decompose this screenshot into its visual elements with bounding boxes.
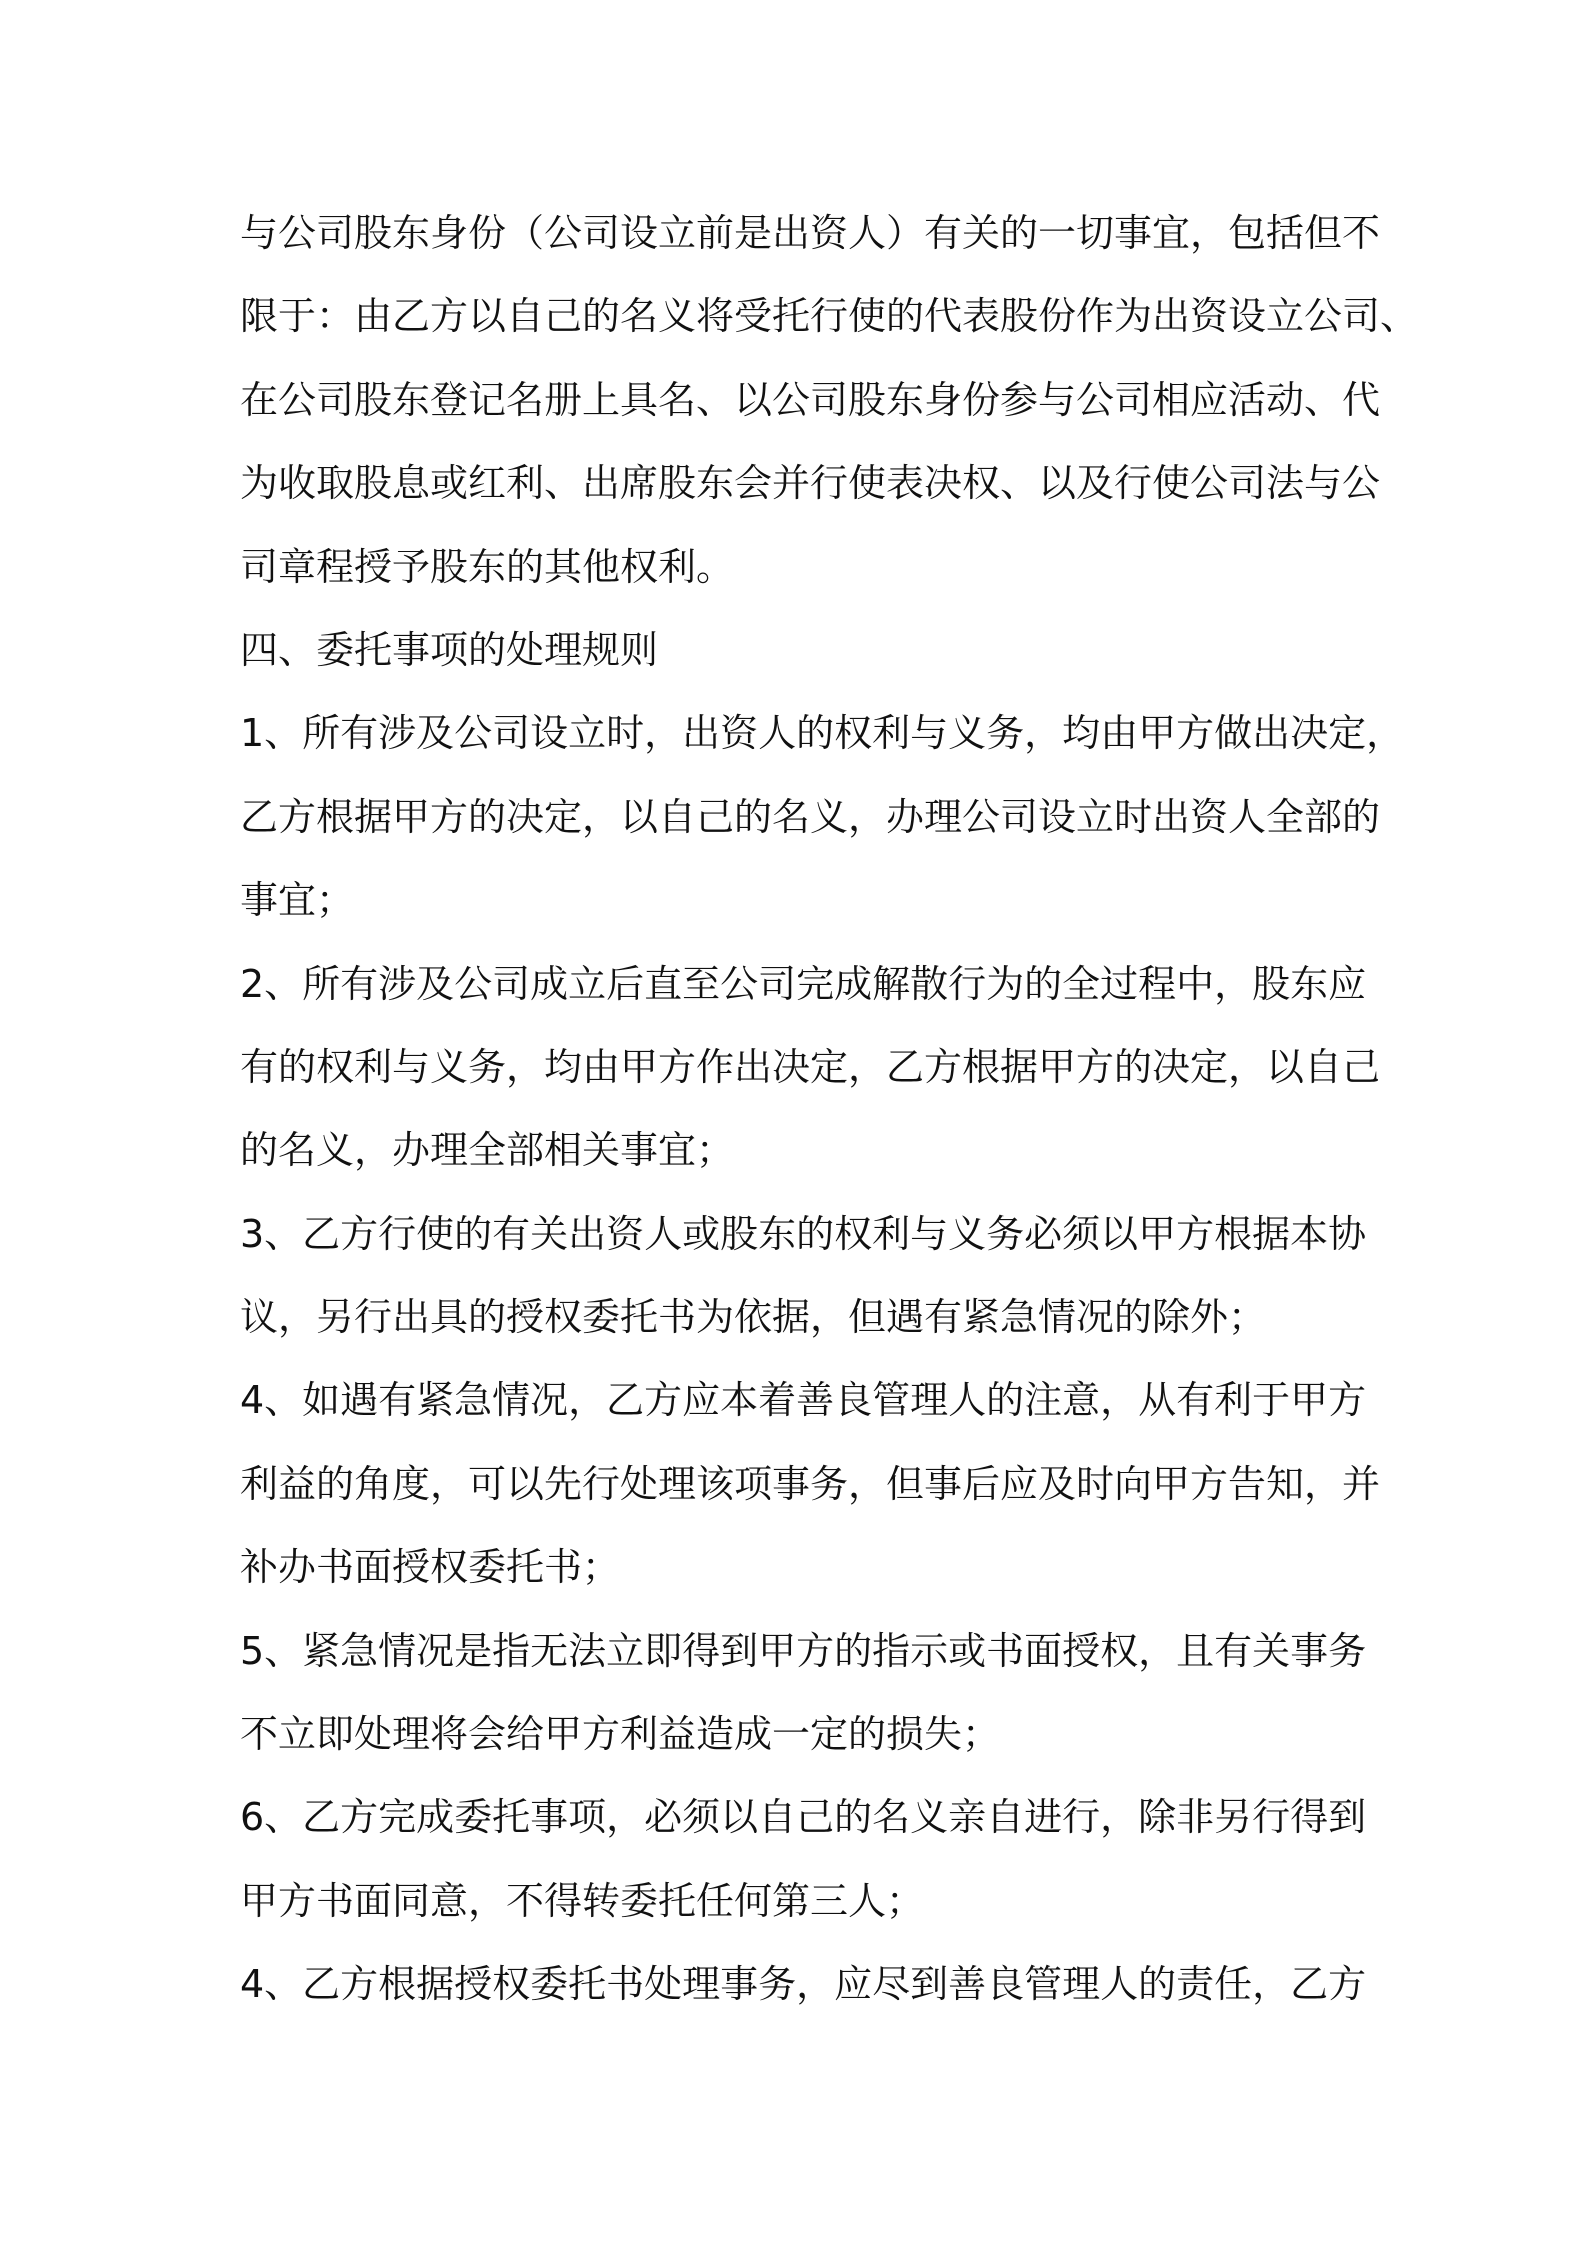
text-line: 甲方书面同意，不得转委托任何第三人； [240, 1878, 925, 1923]
text-line: 乙方根据甲方的决定，以自己的名义，办理公司设立时出资人全部的 [240, 794, 1381, 839]
text-line: 的名义，办理全部相关事宜； [240, 1128, 735, 1173]
text-line: 事宜； [240, 878, 355, 923]
text-line: 6、乙方完成委托事项，必须以自己的名义亲自进行，除非另行得到 [240, 1795, 1367, 1840]
text-line: 司章程授予股东的其他权利。 [240, 544, 735, 589]
text-line: 限于：由乙方以自己的名义将受托行使的代表股份作为出资设立公司、 [240, 294, 1419, 339]
text-line: 2、所有涉及公司成立后直至公司完成解散行为的全过程中，股东应 [240, 961, 1367, 1006]
section-heading: 四、委托事项的处理规则 [240, 627, 659, 672]
document-body [240, 192, 1419, 2027]
text-line: 利益的角度，可以先行处理该项事务，但事后应及时向甲方告知，并 [240, 1461, 1381, 1506]
text-line: 议，另行出具的授权委托书为依据，但遇有紧急情况的除外； [240, 1295, 1267, 1340]
text-line: 有的权利与义务，均由甲方作出决定，乙方根据甲方的决定，以自己 [240, 1044, 1381, 1089]
text-line: 4、乙方根据授权委托书处理事务，应尽到善良管理人的责任，乙方 [240, 1962, 1367, 2007]
text-line: 在公司股东登记名册上具名、以公司股东身份参与公司相应活动、代 [240, 377, 1381, 422]
text-line: 1、所有涉及公司设立时，出资人的权利与义务，均由甲方做出决定， [240, 711, 1405, 756]
text-line: 不立即处理将会给甲方利益造成一定的损失； [240, 1712, 1001, 1757]
text-line: 5、紧急情况是指无法立即得到甲方的指示或书面授权，且有关事务 [240, 1628, 1367, 1673]
text-line: 3、乙方行使的有关出资人或股东的权利与义务必须以甲方根据本协 [240, 1211, 1367, 1256]
text-line: 与公司股东身份（公司设立前是出资人）有关的一切事宜，包括但不 [240, 211, 1381, 255]
text-line: 补办书面授权委托书； [240, 1545, 621, 1590]
text-line: 为收取股息或红利、出席股东会并行使表决权、以及行使公司法与公 [240, 461, 1381, 506]
text-line: 4、如遇有紧急情况，乙方应本着善良管理人的注意，从有利于甲方 [240, 1378, 1367, 1423]
